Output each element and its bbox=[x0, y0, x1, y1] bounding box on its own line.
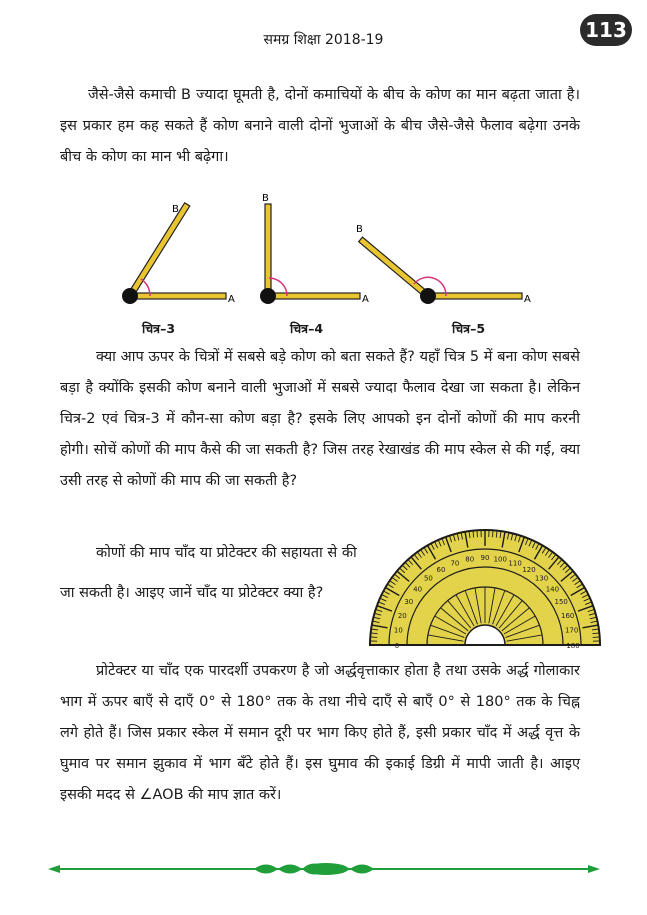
protractor-label: 150 bbox=[554, 598, 568, 606]
decorative-divider bbox=[48, 856, 600, 882]
figure-5-label-b: B bbox=[356, 224, 363, 235]
protractor-label: 40 bbox=[413, 585, 423, 594]
paragraph-protractor-description: प्रोटेक्टर या चाँद एक पारदर्शी उपकरण है जो अर्द्धवृत्ताकार होता है तथा उसके अर्द्ध गोलाकार भाग में ऊपर बाएँ से दाएँ 0° से 180° तक के तथा नीचे दाएँ से बाएँ 0° से 180° तक के चिह्न लगे होते हैं। जिस प्रकार स्केल में समान दूरी पर भाग किए होते हैं, इसी प्रकार चाँद में अर्द्ध वृत्त के घुमाव पर समान झुकाव में भाग बँटे होते हैं। इस घुमाव की इकाई डिग्री में मापी जाती है। आइए इसकी मदद से ∠AOB की माप ज्ञात करें। bbox=[60, 663, 580, 803]
protractor-label: 20 bbox=[397, 611, 407, 620]
protractor-label: 130 bbox=[534, 574, 549, 583]
figure-5-caption: चित्र–5 bbox=[452, 321, 486, 336]
figure-4-angle bbox=[260, 193, 369, 305]
figure-5-angle bbox=[356, 224, 531, 305]
protractor-label: 90 bbox=[480, 554, 490, 562]
protractor-label: 100 bbox=[493, 555, 507, 564]
protractor-label: 160 bbox=[561, 611, 575, 620]
protractor-label: 110 bbox=[508, 559, 522, 568]
paragraph-intro: जैसे-जैसे कमाची B ज्यादा घूमती है, दोनों कमाचियों के बीच के कोण का मान बढ़ता जाता है। इस प्रकार हम कह सकते हैं कोण बनाने वाली दोनों भुजाओं के बीच जैसे-जैसे फैलाव बढ़ेगा उनके बीच के कोण का मान भी बढ़ेगा। bbox=[60, 87, 580, 165]
angle-figures bbox=[0, 190, 647, 340]
protractor-label: 70 bbox=[450, 559, 460, 568]
figure-3-caption: चित्र–3 bbox=[142, 321, 176, 336]
protractor-label: 120 bbox=[522, 565, 536, 574]
protractor-label: 0 bbox=[394, 642, 400, 649]
figure-4-caption: चित्र–4 bbox=[290, 321, 324, 336]
protractor-label: 10 bbox=[393, 626, 403, 635]
protractor-image bbox=[364, 527, 606, 649]
protractor-label: 180 bbox=[566, 642, 580, 649]
figure-3-angle bbox=[122, 203, 235, 305]
paragraph-largest-angle: क्या आप ऊपर के चित्रों में सबसे बड़े कोण को बता सकते हैं? यहाँ चित्र 5 में बना कोण सबसे बड़ा है क्योंकि इसकी कोण बनाने वाली भुजाओं में सबसे ज्यादा फैलाव देखा जा सकता है। लेकिन चित्र-2 एवं चित्र-3 में कौन-सा कोण बड़ा है? इसके लिए आपको इन दोनों कोणों की माप करनी होगी। सोचें कोणों की माप कैसे की जा सकती है? जिस तरह रेखाखंड की माप स्केल से की गई, क्या उसी तरह से कोणों की माप की जा सकती है? bbox=[60, 349, 580, 489]
protractor-label: 60 bbox=[436, 565, 446, 574]
paragraph-protractor-intro: कोणों की माप चाँद या प्रोटेक्टर की सहायता से की जा सकती है। आइए जानें चाँद या प्रोटेक्टर क्या है? bbox=[60, 545, 357, 601]
figure-3-label-a: A bbox=[228, 294, 235, 305]
figure-4-label-b: B bbox=[262, 193, 269, 204]
figure-4-label-a: A bbox=[362, 294, 369, 305]
figure-5-label-a: A bbox=[524, 294, 531, 305]
page-number-badge: 113 bbox=[580, 14, 632, 46]
figure-3-label-b: B bbox=[172, 204, 179, 215]
protractor-label: 80 bbox=[465, 555, 475, 564]
page-header-title: समग्र शिक्षा 2018-19 bbox=[263, 32, 384, 48]
protractor-label: 140 bbox=[545, 585, 560, 594]
protractor-label: 170 bbox=[564, 626, 579, 635]
protractor-label: 50 bbox=[423, 574, 433, 583]
protractor-label: 30 bbox=[404, 598, 414, 606]
